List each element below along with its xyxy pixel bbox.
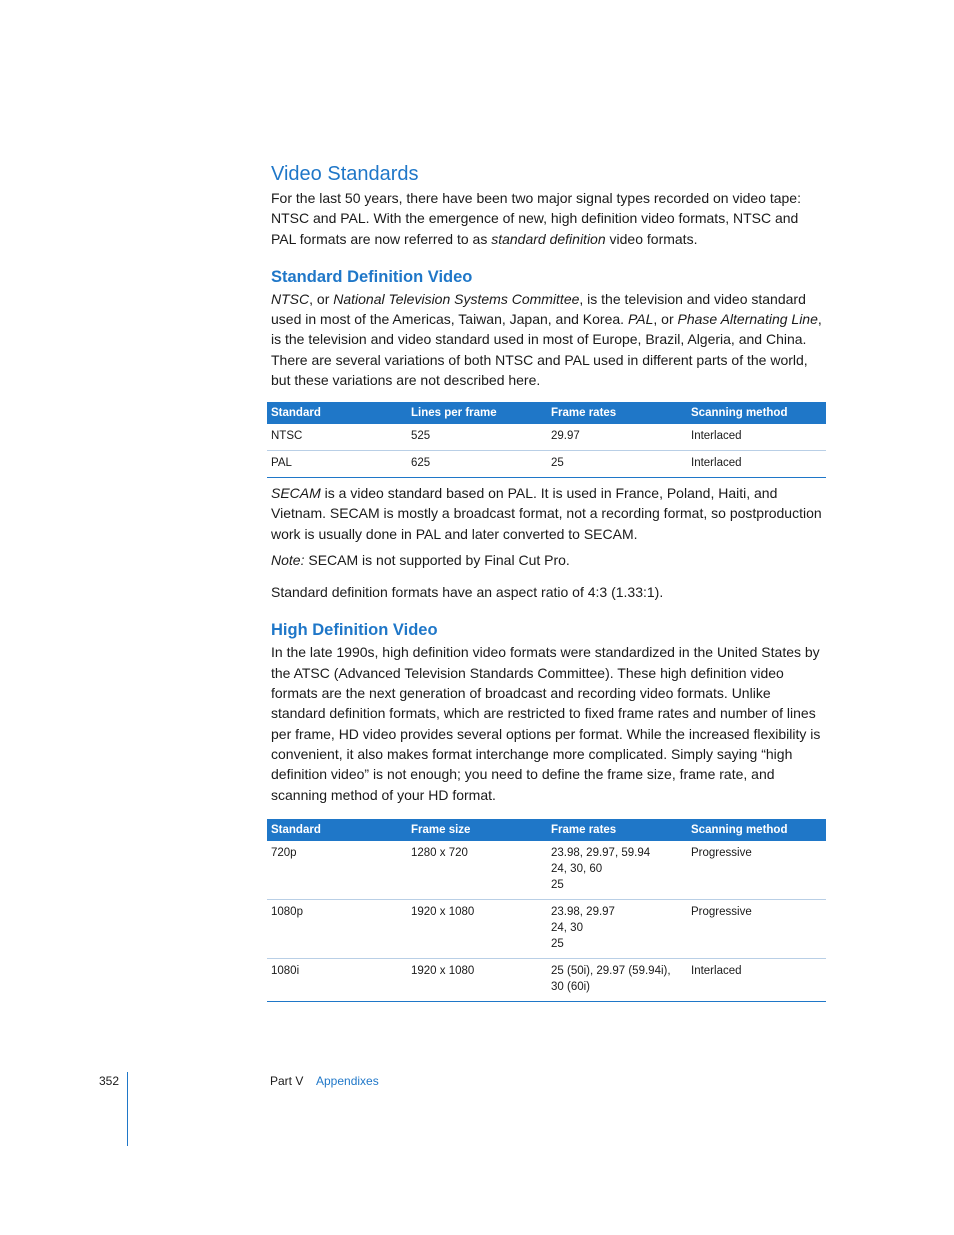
table-row: [267, 841, 826, 900]
table-cell: 1280 x 720: [407, 841, 547, 900]
hd-table: [267, 819, 826, 1002]
table-cell: NTSC: [267, 424, 407, 451]
table-cell: Progressive: [687, 841, 826, 900]
table-cell: [547, 959, 687, 1002]
frame-rate-line: 25 (50i), 29.97 (59.94i),: [551, 965, 671, 977]
table-row: [267, 959, 826, 1002]
table-cell: Interlaced: [687, 959, 826, 1002]
table-cell: Interlaced: [687, 424, 826, 451]
sd-table: [267, 402, 826, 478]
table-header: Standard: [267, 402, 407, 424]
table-header: Scanning method: [687, 402, 826, 424]
table-header: Frame size: [407, 819, 547, 841]
table-cell: 1920 x 1080: [407, 959, 547, 1002]
table-cell: 720p: [267, 841, 407, 900]
table-header: Frame rates: [547, 819, 687, 841]
table-row: [267, 900, 826, 959]
footer-part: Part V: [270, 1074, 304, 1088]
footer-divider: [127, 1072, 128, 1146]
table-cell: PAL: [267, 451, 407, 478]
table-header: Frame rates: [547, 402, 687, 424]
table-cell: Progressive: [687, 900, 826, 959]
table-cell: 525: [407, 424, 547, 451]
table-cell: 625: [407, 451, 547, 478]
secam-paragraph: SECAM is a video standard based on PAL. It is used in France, Poland, Haiti, and Vietnam. SECAM is mostly a broadcast format, not a recording format, so postproduction work is usually done in PAL and later converted to SECAM.: [271, 485, 822, 542]
sd-heading: Standard Definition Video: [271, 267, 473, 286]
section-title: Video Standards: [271, 163, 419, 185]
table-cell: [547, 900, 687, 959]
sd-paragraph: NTSC, or National Television Systems Committee, is the television and video standard used in most of the Americas, Taiwan, Japan, and Korea. PAL, or Phase Alternating Line, is the television and video standard used in most of Europe, Brazil, Algeria, and China. There are several variations of both NTSC and PAL used in different parts of the world, but these variations are not described here.: [271, 290, 822, 389]
table-row: [267, 451, 826, 478]
table-cell: 1080p: [267, 900, 407, 959]
aspect-paragraph: Standard definition formats have an aspect ratio of 4:3 (1.33:1).: [271, 584, 664, 601]
hd-heading: High Definition Video: [271, 621, 438, 640]
table-cell: 1920 x 1080: [407, 900, 547, 959]
frame-rate-line: 23.98, 29.97, 59.94: [551, 847, 651, 859]
table-cell: 29.97: [547, 424, 687, 451]
frame-rate-line: 24, 30: [551, 922, 583, 934]
table-header-row: [267, 402, 826, 424]
table-header-row: [267, 819, 826, 841]
table-row: [267, 424, 826, 451]
page-number: 352: [99, 1074, 120, 1088]
table-cell: 1080i: [267, 959, 407, 1002]
table-cell: Interlaced: [687, 451, 826, 478]
table-cell: [547, 841, 687, 900]
hd-paragraph: In the late 1990s, high definition video formats were standardized in the United States by the ATSC (Advanced Television Standards Committee). These high definition video formats are the next generation of broadcast and recording video formats. Unlike standard definition formats, which are restricted to fixed frame rates and number of lines per frame, HD video provides several options per format. While the increased flexibility is convenient, it also makes format interchange more complicated. Simply saying “high definition video” is not enough; you need to define the frame size, frame rate, and scanning method of your HD format.: [271, 644, 821, 803]
sd-continued: [271, 483, 826, 805]
frame-rate-line: 30 (60i): [551, 981, 590, 993]
table-cell: 25: [547, 451, 687, 478]
table-header: Lines per frame: [407, 402, 547, 424]
frame-rate-line: 25: [551, 938, 564, 950]
footer-section-link[interactable]: Appendixes: [316, 1074, 379, 1088]
frame-rate-line: 24, 30, 60: [551, 863, 603, 875]
intro-paragraph: For the last 50 years, there have been two major signal types recorded on video tape: NTSC and PAL. With the emergence of new, high definition video formats, NTSC and PAL formats are now referred to as standard definition video formats.: [271, 190, 801, 247]
table-header: Standard: [267, 819, 407, 841]
note-paragraph: Note: SECAM is not supported by Final Cut Pro.: [271, 551, 570, 568]
page-content: [271, 160, 826, 390]
table-header: Scanning method: [687, 819, 826, 841]
frame-rate-line: 25: [551, 879, 564, 891]
frame-rate-line: 23.98, 29.97: [551, 906, 615, 918]
